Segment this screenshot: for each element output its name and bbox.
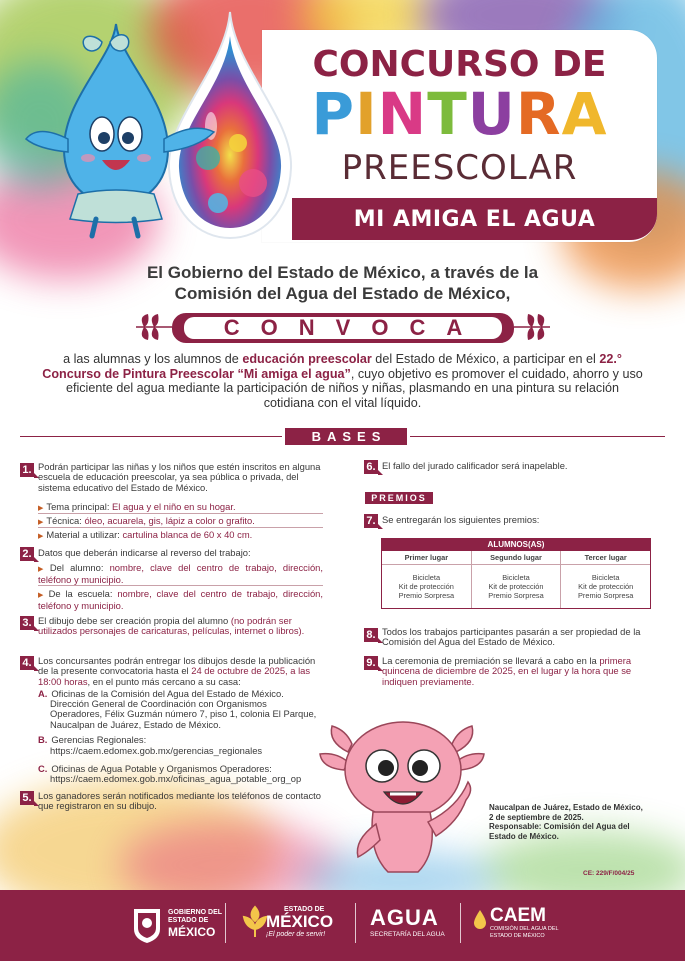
base-number-9: 9. — [364, 656, 378, 670]
base-2-text: Datos que deberán indicarse al reverso del trabajo: — [38, 547, 251, 558]
base-9-highlight: primera quincena de diciembre de 2025, en el lugar y la hora que se indiquen previamente. — [382, 655, 632, 687]
prize-item: Bicicleta — [502, 573, 530, 582]
closing-line: Responsable: Comisión del Agua del — [489, 822, 630, 831]
divider — [38, 513, 323, 514]
prize-item: Kit de protección — [398, 582, 454, 591]
coat-of-arms-icon — [130, 905, 164, 945]
base-9-main: La ceremonia de premiación se llevará a cabo en la — [382, 655, 600, 666]
option-b-link[interactable]: https://caem.edomex.gob.mx/gerencias_regionales — [50, 745, 263, 756]
footer-divider — [355, 903, 356, 943]
intro-highlight-1: educación preescolar — [242, 352, 372, 366]
prize-item: Premio Sorpresa — [398, 591, 455, 600]
title-line-pintura — [262, 80, 657, 148]
prize-item: Kit de protección — [578, 582, 634, 591]
folio-code: CE: 229/F/004/25 — [583, 870, 635, 877]
option-title: Oficinas de la Comisión del Agua del Estado de México. — [51, 688, 284, 699]
government-line-1: El Gobierno del Estado de México, a través de la — [146, 263, 539, 282]
prize-table — [381, 538, 651, 609]
intro-text-3: , cuyo objetivo es promover el cuidado, ahorro y uso eficiente del agua mediante la participación de niños y niñas, plasmando en una pintura su relación cotidiana con el vital líquido. — [65, 366, 643, 410]
base-7-text: Se entregarán los siguientes premios: — [382, 514, 540, 525]
prize-item: Premio Sorpresa — [488, 591, 544, 600]
base-4-main: Los concursantes podrán entregar los dibujos desde la publicación de la presente convocatoria hasta el — [38, 655, 316, 677]
gobierno-logo-text — [168, 909, 222, 939]
left-leaf-ornament — [134, 312, 174, 342]
prize-columns — [382, 551, 650, 608]
prize-item: Bicicleta — [591, 573, 620, 582]
pintura-letter: I — [355, 80, 378, 148]
closing-line: Estado de México. — [489, 831, 559, 841]
caem-sub: COMISIÓN DEL AGUA DEL — [490, 926, 559, 932]
option-title: Oficinas de Agua Potable y Organismos Operadores: — [51, 763, 272, 774]
intro-text-2: del Estado de México, a participar en el — [371, 352, 600, 366]
item-value: óleo, acuarela, gis, lápiz a color o grafito. — [84, 515, 255, 526]
item-value: nombre, clave del centro de trabajo, dirección, teléfono y municipio. — [38, 562, 323, 586]
intro-highlight-2: 22.° Concurso de Pintura Preescolar “Mi amiga el agua” — [42, 352, 622, 381]
option-a-detail: Dirección General de Coordinación con Organismos Operadores, Félix Guzmán número 7, piso 1, colonia El Parque, Naucalpan de Juárez, Estado de México. — [50, 698, 317, 730]
item-label: Del alumno: — [49, 562, 110, 573]
intro-paragraph — [40, 352, 645, 410]
prize-item: Bicicleta — [412, 573, 441, 582]
prize-items — [472, 565, 561, 600]
bullet-triangle-icon: ▶ — [38, 519, 44, 526]
bullet-triangle-icon: ▶ — [38, 533, 44, 540]
bullet-triangle-icon: ▶ — [38, 505, 44, 512]
option-letter: B. — [38, 734, 48, 745]
pintura-letter: P — [311, 80, 356, 148]
base-2-item-2 — [38, 589, 323, 612]
bases-label: BASES — [285, 428, 407, 445]
item-label: De la escuela: — [48, 588, 118, 599]
item-label: Técnica: — [46, 515, 85, 526]
base-1-item-3 — [38, 530, 323, 542]
pintura-letter: N — [377, 80, 428, 148]
premios-label: PREMIOS — [365, 492, 433, 504]
prize-table-header: ALUMNOS(AS) — [382, 539, 650, 551]
base-8-text: Todos los trabajos participantes pasarán a ser propiedad de la Comisión del Agua del Estado de México. — [382, 626, 641, 648]
gob-line: ESTADO DE — [168, 917, 209, 924]
edomex-top: ESTADO DE — [284, 906, 325, 913]
caem-logo-text — [490, 906, 559, 939]
footer-bar — [0, 890, 685, 961]
footer-divider — [460, 903, 461, 943]
pintura-letter: U — [467, 80, 516, 148]
base-4-tail: , en el punto más cercano a su casa: — [87, 675, 241, 687]
base-9-text — [382, 656, 662, 687]
base-number-8: 8. — [364, 628, 378, 642]
edomex-slogan: ¡El poder de servir! — [266, 931, 326, 938]
base-4-highlight: 24 de octubre de 2025, a las 18:00 horas — [38, 665, 311, 687]
option-c-link[interactable]: https://caem.edomex.gob.mx/oficinas_agua_potable_org_op — [50, 773, 302, 784]
right-leaf-ornament — [512, 312, 552, 342]
item-value: nombre, clave del centro de trabajo, dirección, teléfono y municipio. — [38, 588, 323, 612]
prize-place: Tercer lugar — [561, 551, 650, 565]
prize-second — [472, 551, 562, 608]
base-number-6: 6. — [364, 460, 378, 474]
prize-items — [561, 565, 650, 600]
option-letter: C. — [38, 763, 48, 774]
divider — [38, 585, 323, 586]
option-letter: A. — [38, 688, 48, 699]
option-title: Gerencias Regionales: — [51, 734, 147, 745]
prize-place: Primer lugar — [382, 551, 471, 565]
item-value: El agua y el niño en su hogar. — [112, 501, 236, 512]
base-number-5: 5. — [20, 791, 34, 805]
prize-first — [382, 551, 472, 608]
base-number-4: 4. — [20, 656, 34, 670]
caem-sub: ESTADO DE MÉXICO — [490, 932, 545, 939]
closing-note — [489, 803, 659, 841]
base-5-text: Los ganadores serán notificados mediante los teléfonos de contacto que registraron en su dibujo. — [38, 790, 321, 812]
closing-line: 2 de septiembre de 2025. — [489, 812, 584, 822]
base-3-highlight: (no podrán ser utilizados personajes de caricaturas, películas, internet o libros). — [38, 615, 305, 637]
item-label: Tema principal: — [46, 501, 113, 512]
caem-main: CAEM — [490, 905, 546, 926]
base-number-7: 7. — [364, 514, 378, 528]
divider — [38, 527, 323, 528]
base-1-text: Podrán participar las niñas y los niños que estén inscritos en alguna escuela de educación preescolar, ya sea pública o privada, del sistema educativo del Estado de México. — [38, 461, 321, 493]
convoca-frame — [172, 313, 514, 343]
prize-items — [382, 565, 471, 600]
option-b — [38, 735, 328, 745]
title-line-concurso: CONCURSO DE — [312, 44, 607, 85]
pintura-letter: T — [427, 80, 468, 148]
pintura-letter: A — [561, 80, 608, 148]
water-drop-mascot — [18, 14, 223, 239]
base-4-text — [38, 656, 323, 687]
prize-item: Kit de protección — [488, 582, 544, 591]
estado-mexico-logo-text — [266, 906, 333, 938]
base-number-2: 2. — [20, 547, 34, 561]
bullet-triangle-icon: ▶ — [38, 592, 46, 599]
edomex-main: MÉXICO — [266, 912, 334, 931]
base-2-item-1 — [38, 563, 323, 586]
prize-item: Premio Sorpresa — [577, 591, 634, 600]
prize-third — [561, 551, 650, 608]
agua-sub: SECRETARÍA DEL AGUA — [370, 931, 445, 938]
bullet-triangle-icon: ▶ — [38, 566, 47, 573]
government-line-2: Comisión del Agua del Estado de México, — [174, 284, 511, 303]
base-number-3: 3. — [20, 616, 34, 630]
footer-divider — [225, 903, 226, 943]
item-label: Material a utilizar: — [46, 529, 123, 540]
gob-line: GOBIERNO DEL — [168, 909, 223, 916]
gob-line: MÉXICO — [168, 925, 216, 939]
item-value: cartulina blanca de 60 x 40 cm. — [122, 529, 253, 540]
prize-place: Segundo lugar — [472, 551, 561, 565]
bases-rule-left — [20, 436, 282, 437]
base-3-main: El dibujo debe ser creación propia del alumno — [38, 615, 231, 626]
intro-text-1: a las alumnas y los alumnos de — [63, 352, 243, 366]
base-3-text — [38, 616, 323, 637]
base-6-text: El fallo del jurado calificador será inapelable. — [382, 460, 568, 471]
convoca-title: CONVOCA — [184, 317, 502, 339]
axolotl-mascot — [318, 712, 488, 882]
title-line-preescolar: PREESCOLAR — [341, 148, 578, 188]
title-card — [262, 30, 657, 242]
water-drop-icon — [472, 909, 488, 931]
pintura-letter: R — [515, 80, 562, 148]
agua-main: AGUA — [370, 905, 439, 930]
agua-logo-text — [370, 907, 445, 938]
bases-rule-right — [410, 436, 665, 437]
closing-line: Naucalpan de Juárez, Estado de México, — [489, 803, 643, 812]
title-banner: MI AMIGA EL AGUA — [292, 198, 657, 240]
base-number-1: 1. — [20, 463, 34, 477]
